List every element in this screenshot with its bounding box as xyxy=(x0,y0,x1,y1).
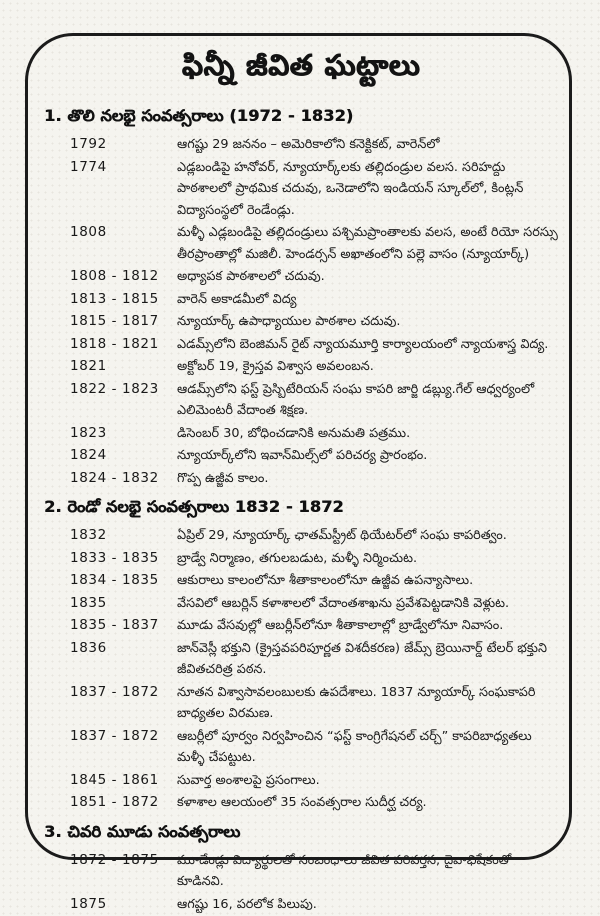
timeline-section xyxy=(44,822,558,916)
entry-year: 1822 - 1823 xyxy=(70,380,159,397)
entry-year: 1837 - 1872 xyxy=(70,683,159,700)
entry-description: కళాశాల ఆలయంలో 35 సంవత్సరాల సుదీర్ఘ చర్య. xyxy=(177,795,427,810)
entry-description: ఎడ్లబండిపై హనోవర్, న్యూయార్క్‌లకు తల్లిదండ్రుల వలస. సరిహద్దు పాఠశాలలో ప్రాథమిక చదువు, ఒనెడాలోని ఇండియన్ స్కూల్‌లో, కింట్లన్ విద్యాసంస్థలో రెండేండ్లు. xyxy=(177,159,524,218)
entry-year: 1815 - 1817 xyxy=(70,313,159,329)
timeline-entry xyxy=(70,770,558,792)
entry-year: 1818 - 1821 xyxy=(70,335,159,352)
entry-year: 1835 - 1837 xyxy=(70,617,159,633)
timeline-entry xyxy=(70,792,558,814)
entry-year: 1808 xyxy=(70,224,107,240)
timeline-section xyxy=(44,106,558,489)
timeline-entry xyxy=(70,525,558,547)
timeline-entry xyxy=(70,334,558,356)
timeline-entry xyxy=(70,445,558,467)
timeline-entry xyxy=(70,266,558,288)
timeline-entry xyxy=(70,356,558,378)
entry-year: 1834 - 1835 xyxy=(70,572,159,588)
entry-description: మూడేండ్లు విద్యార్థులతో సంబంధాలు జీవిత పరివర్తన, దైవాభిషేకంతో కూడినవి. xyxy=(177,852,512,889)
entry-description: వారెన్ అకాడమీలో విద్య xyxy=(177,291,297,307)
timeline-entry xyxy=(70,570,558,592)
timeline-entry xyxy=(70,289,558,311)
page-content xyxy=(44,48,558,916)
timeline-entry xyxy=(70,548,558,570)
entry-description: అధ్యాపక పాఠశాలలో చదువు. xyxy=(177,269,325,284)
entry-year: 1835 xyxy=(70,594,107,611)
timeline-sections xyxy=(44,106,558,915)
timeline-entry xyxy=(70,468,558,490)
entry-year: 1823 xyxy=(70,424,107,441)
entry-description: డిసెంబర్ 30, బోధించడానికి అనుమతి పత్రము. xyxy=(177,425,411,441)
entry-description: ఎడమ్స్‌లోని బెంజిమన్ రైట్ న్యాయమూర్తి కార్యాలయంలో న్యాయశాస్త్ర విద్య. xyxy=(177,336,549,352)
entry-year: 1845 - 1861 xyxy=(70,771,159,788)
entry-year: 1824 xyxy=(70,447,107,463)
timeline-entry xyxy=(70,593,558,615)
timeline-entry xyxy=(70,134,558,156)
timeline-entry xyxy=(70,850,558,893)
entry-year: 1774 xyxy=(70,158,107,175)
timeline-entry xyxy=(70,222,558,265)
entry-year: 1833 - 1835 xyxy=(70,549,159,566)
entry-year: 1808 - 1812 xyxy=(70,268,159,284)
entry-year: 1821 xyxy=(70,358,107,374)
entry-description: బ్రాడ్వే నిర్మాణం, తగులబడుట, మళ్ళీ నిర్మించుట. xyxy=(177,550,418,566)
timeline-entry xyxy=(70,638,558,681)
entry-description: గొప్ప ఉజ్జీవ కాలం. xyxy=(177,470,269,486)
entry-description: ఏప్రిల్ 29, న్యూయార్క్ ఛాతమ్‌స్ట్రీట్ థియేటర్‌లో సంఘ కాపరిత్వం. xyxy=(177,528,507,543)
timeline-entry xyxy=(70,157,558,222)
entry-description: ఆగష్టు 16, పరలోక పిలుపు. xyxy=(177,896,317,912)
entry-description: ఆకురాలు కాలంలోనూ శీతాకాలంలోనూ ఉజ్జీవ ఉపన్యాసాలు. xyxy=(177,573,474,588)
section-heading: 2. రెండో నలభై సంవత్సరాలు 1832 - 1872 xyxy=(44,497,344,516)
timeline-entry xyxy=(70,726,558,769)
page-title: ఫిన్నీ జీవిత ఘట్టాలు xyxy=(181,48,421,82)
entry-year: 1813 - 1815 xyxy=(70,290,159,307)
entry-year: 1792 xyxy=(70,136,107,152)
entry-description: జాన్‌వెస్లీ భక్తుని (క్రైస్తవపరిపూర్ణత విశదీకరణ) జేమ్స్ బ్రెయినార్డ్ టేలర్ భక్తుని జీవితచరిత్ర పఠన. xyxy=(177,640,547,677)
entry-year: 1851 - 1872 xyxy=(70,794,159,810)
entry-description: ఆబర్లీలో పూర్వం నిర్వహించిన “ఫస్ట్ కాంగ్రిగేషనల్ చర్చ్” కాపరిబాధ్యతలు మళ్ళీ చేపట్టుట. xyxy=(177,728,532,765)
timeline-entry xyxy=(70,894,558,916)
timeline-entry xyxy=(70,423,558,445)
timeline-entry xyxy=(70,311,558,333)
entry-description: ఆగష్టు 29 జననం – అమెరికాలోని కనెక్టికట్, వారెన్‌లో xyxy=(177,137,440,152)
entry-description: నూతన విశ్వాసావలంబులకు ఉపదేశాలు. 1837 న్యూయార్క్ సంఘకాపరి బాధ్యతల విరమణ. xyxy=(177,684,536,721)
entry-year: 1875 xyxy=(70,895,107,912)
timeline-entry xyxy=(70,615,558,637)
section-heading: 1. తొలి నలభై సంవత్సరాలు (1972 - 1832) xyxy=(44,106,354,125)
entry-description: మూడు వేసవుల్లో ఆబర్లీన్‌లోనూ శీతాకాలాల్లో బ్రాడ్వేలోనూ నివాసం. xyxy=(177,618,504,633)
entry-description: అక్టోబర్ 19, క్రైస్తవ విశ్వాస అవలంబన. xyxy=(177,359,374,374)
entry-year: 1824 - 1832 xyxy=(70,469,159,486)
entry-description: మళ్ళీ ఎడ్లబండిపై తల్లిదండ్రులు పశ్చిమప్రాంతాలకు వలస, అంటే రియో సరస్సు తీరప్రాంతాల్లో మజిలీ. హెండర్సన్ అఖాతంలోని పల్లె వాసం (న్యూయార్క్) xyxy=(177,225,558,262)
entry-year: 1872 - 1875 xyxy=(70,851,159,868)
entry-year: 1837 - 1872 xyxy=(70,727,159,744)
entry-description: వేసవిలో ఆబర్లిన్ కళాశాలలో వేదాంతశాఖను ప్రవేశపెట్టడానికి వెళ్లుట. xyxy=(177,595,510,611)
entry-description: సువార్త అంశాలపై ప్రసంగాలు. xyxy=(177,772,320,788)
timeline-section xyxy=(44,497,558,814)
timeline-entry xyxy=(70,379,558,422)
entry-description: ఆడమ్స్‌లోని ఫస్ట్ ప్రెస్బిటేరియన్ సంఘ కాపరి జార్జి డబ్ల్యు.గేల్ ఆధ్వర్యంలో ఎలిమెంటరీ వేదాంత శిక్షణ. xyxy=(177,381,535,418)
entry-description: న్యూయార్క్‌లోని ఇవాన్‌మిల్స్‌లో పరిచర్య ప్రారంభం. xyxy=(177,448,428,463)
entry-year: 1832 xyxy=(70,527,107,543)
section-heading: 3. చివరి మూడు సంవత్సరాలు xyxy=(44,821,241,841)
entry-description: న్యూయార్క్ ఉపాధ్యాయుల పాఠశాల చదువు. xyxy=(177,314,401,329)
timeline-entry xyxy=(70,682,558,725)
entry-year: 1836 xyxy=(70,639,107,656)
